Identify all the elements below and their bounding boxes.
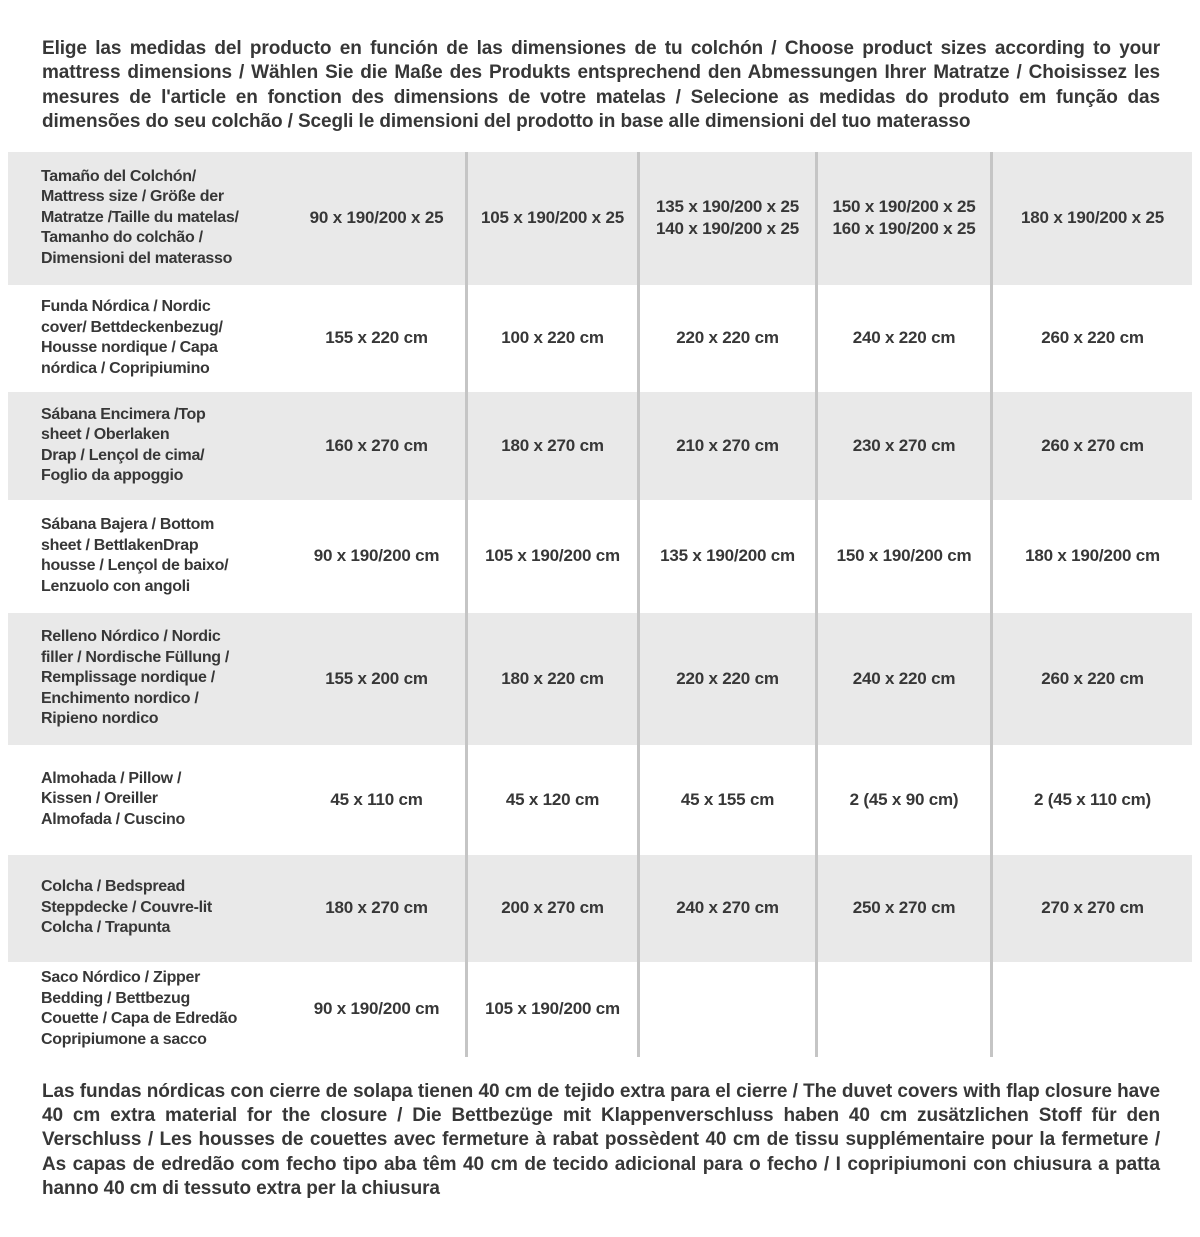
size-cell: 135 x 190/200 x 25 140 x 190/200 x 25 bbox=[637, 152, 815, 285]
size-cell: 45 x 155 cm bbox=[637, 745, 815, 855]
table-row bbox=[8, 392, 1192, 500]
size-table bbox=[8, 152, 1192, 1057]
size-cell: 180 x 190/200 x 25 bbox=[990, 152, 1192, 285]
row-label: Colcha / Bedspread Steppdecke / Couvre-lit Colcha / Trapunta bbox=[41, 878, 212, 937]
size-cell: 155 x 220 cm bbox=[325, 328, 428, 348]
size-cell bbox=[990, 962, 1192, 1057]
size-cell: 260 x 270 cm bbox=[990, 392, 1192, 500]
table-row bbox=[8, 962, 1192, 1057]
row-label: Sábana Encimera /Top sheet / Oberlaken Drap / Lençol de cima/ Foglio da appoggio bbox=[41, 405, 206, 485]
size-cell: 210 x 270 cm bbox=[637, 392, 815, 500]
row-label: Saco Nórdico / Zipper Bedding / Bettbezug Couette / Capa de Edredão Copripiumone a sacco bbox=[41, 969, 238, 1048]
size-cell: 105 x 190/200 x 25 bbox=[465, 152, 637, 285]
size-guide-page bbox=[0, 37, 1200, 1202]
size-cell: 135 x 190/200 cm bbox=[637, 500, 815, 613]
size-cell bbox=[815, 962, 990, 1057]
size-cell: 240 x 220 cm bbox=[815, 613, 990, 745]
table-row bbox=[8, 500, 1192, 613]
size-cell: 100 x 220 cm bbox=[465, 285, 637, 392]
size-cell: 260 x 220 cm bbox=[990, 285, 1192, 392]
size-cell: 2 (45 x 90 cm) bbox=[815, 745, 990, 855]
size-cell: 2 (45 x 110 cm) bbox=[990, 745, 1192, 855]
size-cell: 240 x 270 cm bbox=[637, 855, 815, 962]
size-cell bbox=[637, 962, 815, 1057]
size-cell: 155 x 200 cm bbox=[325, 668, 428, 688]
size-cell: 45 x 120 cm bbox=[465, 745, 637, 855]
size-cell: 105 x 190/200 cm bbox=[465, 962, 637, 1057]
size-cell: 220 x 220 cm bbox=[637, 285, 815, 392]
size-cell: 250 x 270 cm bbox=[815, 855, 990, 962]
row-label: Relleno Nórdico / Nordic filler / Nordische Füllung / Remplissage nordique / Enchimento nordico / Ripieno nordico bbox=[41, 628, 230, 728]
size-cell: 220 x 220 cm bbox=[637, 613, 815, 745]
row-label: Sábana Bajera / Bottom sheet / BettlakenDrap housse / Lençol de baixo/ Lenzuolo con angoli bbox=[41, 516, 229, 595]
table-row bbox=[8, 285, 1192, 392]
size-cell: 180 x 270 cm bbox=[325, 898, 428, 918]
row-label: Funda Nórdica / Nordic cover/ Bettdeckenbezug/ Housse nordique / Capa nórdica / Copripiumino bbox=[41, 298, 223, 377]
size-cell: 180 x 190/200 cm bbox=[990, 500, 1192, 613]
intro-paragraph: Elige las medidas del producto en función de las dimensiones de tu colchón / Choose product sizes according to your mattress dimensions / Wählen Sie die Maße des Produkts entsprechend den Abmessungen Ihrer Matratze / Choisissez les mesures de l'article en fonction des dimensions de votre matelas / Selecione as medidas do produto em função das dimensões do seu colchão / Scegli le dimensioni del prodotto in base alle dimensioni del tuo materasso bbox=[42, 38, 1160, 133]
footnote-paragraph: Las fundas nórdicas con cierre de solapa tienen 40 cm de tejido extra para el cierre / The duvet covers with flap closure have 40 cm extra material for the closure / Die Bettbezüge mit Klappenverschluss haben 40 cm zusätzlichen Stoff für den Verschluss / Les housses de couettes avec fermeture à rabat possèdent 40 cm de tissu supplémentaire pour la fermeture / As capas de edredão com fecho tipo aba têm 40 cm de tecido adicional para o fecho / I copripiumoni con chiusura a patta hanno 40 cm di tessuto extra per la chiusura bbox=[42, 1080, 1160, 1200]
row-label: Almohada / Pillow / Kissen / Oreiller Almofada / Cuscino bbox=[41, 769, 185, 828]
size-cell: 105 x 190/200 cm bbox=[465, 500, 637, 613]
table-header-row bbox=[8, 152, 1192, 285]
size-cell: 240 x 220 cm bbox=[815, 285, 990, 392]
size-cell: 45 x 110 cm bbox=[330, 789, 423, 809]
size-cell: 90 x 190/200 cm bbox=[313, 546, 440, 566]
table-row bbox=[8, 745, 1192, 855]
size-cell: 150 x 190/200 cm bbox=[815, 500, 990, 613]
size-cell: 200 x 270 cm bbox=[465, 855, 637, 962]
size-cell: 90 x 190/200 cm bbox=[313, 999, 440, 1019]
size-cell: 90 x 190/200 x 25 bbox=[309, 208, 444, 228]
size-cell: 270 x 270 cm bbox=[990, 855, 1192, 962]
row-label: Tamaño del Colchón/ Mattress size / Größe der Matratze /Taille du matelas/ Tamanho do colchão / Dimensioni del materasso bbox=[41, 167, 239, 267]
size-cell: 160 x 270 cm bbox=[325, 435, 428, 455]
table-row bbox=[8, 613, 1192, 745]
size-cell: 260 x 220 cm bbox=[990, 613, 1192, 745]
size-cell: 180 x 270 cm bbox=[465, 392, 637, 500]
table-row bbox=[8, 855, 1192, 962]
size-cell: 150 x 190/200 x 25 160 x 190/200 x 25 bbox=[815, 152, 990, 285]
size-cell: 230 x 270 cm bbox=[815, 392, 990, 500]
size-cell: 180 x 220 cm bbox=[465, 613, 637, 745]
